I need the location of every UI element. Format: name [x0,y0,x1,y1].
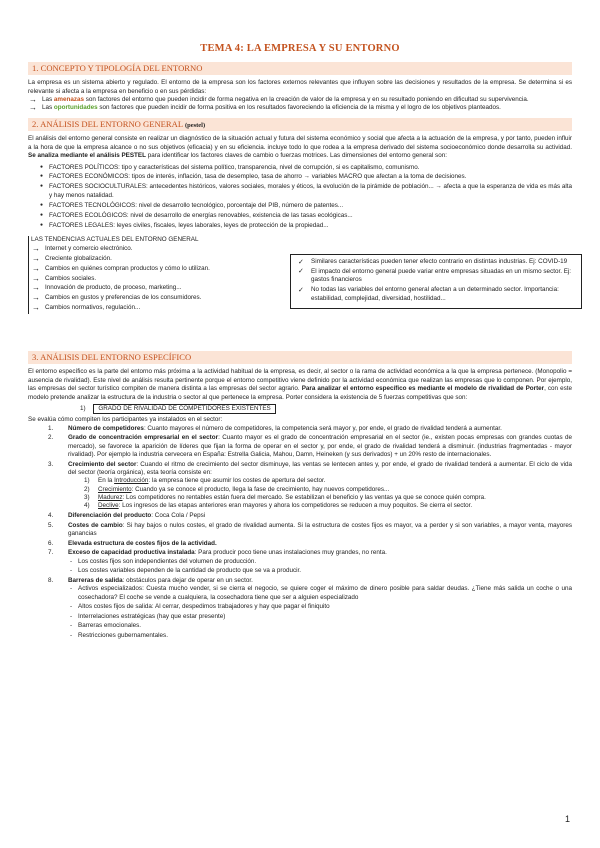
rivalry-number: 1) [80,404,86,412]
section-3-heading: 3. ANÁLISIS DEL ENTORNO ESPECÍFICO [28,351,572,364]
threats-opportunities-list [28,96,572,113]
arrow-icon: → [32,293,40,303]
keyword-amenazas: amenazas [53,96,85,104]
pestel-tag: (pestel) [184,121,206,129]
trends-list [31,245,253,312]
list-item: 5. Costes de cambio: Si hay bajos o nulos costes, el grado de rivalidad aumenta. Si la estructura de costes fijos es mayor, va a perder y si son variables, a mayor venta, mayores ganancias [48,521,572,538]
arrow-icon: → [32,254,40,264]
section-1-intro: La empresa es un sistema abierto y regulado. El entorno de la empresa son los factores externos relevantes que influyen sobre las decisiones y resultados de la empresa. Se determina si es relevante si afecta a la empresa en beneficio o en sus pérdidas: [28,79,572,95]
section-2-paragraph: El análisis del entorno general consiste en realizar un diagnóstico de la situación actual y futura del sistema económico y social que afecta a la actuación de la empresa, y por tanto, pueden influir a la hora de que la empresa alcance o no sus objetivos (eficacia) y en su eficiencia. incluye todo lo que rodea a la empresa derivado del sistema socioeconómico donde desarrolla su actividad. Se analiza mediante el análisis PESTEL para identificar los factores claves de cambio o fuerzas motrices. Las dimensiones del entorno general son: [28,135,572,160]
section-2-heading: 2. ANÁLISIS DEL ENTORNO GENERAL (pestel) [28,118,572,132]
list-item: ✓ El impacto del entorno general puede variar entre empresas situadas en un mismo sector. Ej: gastos financieros [298,267,572,284]
rivalry-label-row [28,402,572,416]
checkmark-icon: ✓ [298,268,304,276]
list-item: 8. Barreras de salida: obstáculos para dejar de operar en un sector. - Activos especializados: Cuesta mucho vender, si se cierra el negocio, se quiere coger el máximo de dinero posible para saldar deudas. ¿Tiene más salida un coche o una cosechadora? El coche se vende a cualquiera, la cosechadora tiene que ser a alguien especializado - Altos costes fijos de salida: Al cerrar, despedimos trabajadores y hay que pagar el finiquito - Interrelaciones estratégicas (hay que estar presente) - Barreras emocionales. - Restricciones gubernamentales. [48,577,572,640]
list-item: 4) Declive: Los ingresos de las etapas anteriores eran mayores y ahora los competidores se reducen a muy poquitos. Se cierra el sector. [84,502,473,510]
list-item: - Altos costes fijos de salida: Al cerrar, despedimos trabajadores y hay que pagar el finiquito [70,603,572,611]
trends-block [28,236,572,346]
list-item: 3) Madurez: Los competidores no rentables están fuera del mercado. Se estabilizan el beneficio y las ventas ya que se conoce quién compra. [84,494,486,502]
section-1-heading: 1. CONCEPTO Y TIPOLOGÍA DEL ENTORNO [28,62,572,75]
list-item: → Las oportunidades son factores que pueden incidir de forma positiva en los resultados favoreciendo la eficiencia de la misma y el logro de los objetivos planteados. [29,103,501,113]
notes-list [297,258,575,303]
rivalry-label-box: GRADO DE RIVALIDAD DE COMPETIDORES EXISTENTES [93,404,275,414]
list-item: → Innovación de producto, de proceso, marketing... [32,283,182,293]
list-item: ✓ No todas las variables del entorno general afectan a un determinado sector. Importancia: estabilidad, complejidad, diversidad, hostilidad... [298,286,559,302]
list-item: 6. Elevada estructura de costes fijos de la actividad. [48,539,217,547]
pestel-factors-list [28,164,572,230]
list-item: 1) En la Introducción: la empresa tiene que asumir los costes de apertura del sector. [84,477,326,485]
trends-heading: LAS TENDENCIAS ACTUALES DEL ENTORNO GENERAL [31,236,199,244]
list-item: ✓ Similares características pueden tener efecto contrario en distintas industrias. Ej: COVID-19 [298,258,568,266]
list-item: 1. Número de competidores: Cuanto mayores el número de competidores, la competencia será mayor y, por ende, el grado de rivalidad tenderá a aumentar. [48,424,502,432]
list-item: 3. Crecimiento del sector: Cuando el ritmo de crecimiento del sector disminuye, las ventas se lentecen antes y, por ende, el grado de rivalidad tenderá a aumentar. El ciclo de vida del sector (teoría orgánica), esta teoría consiste en: 1) En la Introducción: la empresa tiene que asumir los costes de apertura del sector. 2) Crecimiento: Cuando ya se conoce el producto, llega la fase de crecimiento, hay nuevos competidores... 3) Madurez: Los competidores no rentables están fuera del mercado. Se estabilizan el beneficio y las ventas ya que se conoce quién compra. 4) Declive: Los ingresos de las etapas anteriores eran mayores y ahora los competidores se reducen a muy poquitos. Se cierra el sector. [48,460,572,510]
list-item: → Cambios en gustos y preferencias de los consumidores. [32,293,202,303]
rivalry-factors-list [28,425,572,641]
costs-notes [68,558,572,576]
list-item: ● FACTORES ECONÓMICOS: tipos de interés, inflación, tasa de desempleo, tasa de ahorro → variables MACRO que afectan a la toma de decisiones. [40,173,572,181]
list-item: → Creciente globalización. [32,254,112,264]
list-item: → Las amenazas son factores del entorno que pueden incidir de forma negativa en la creación de valor de la empresa y en su resultado poniendo en dificultad su supervivencia. [29,95,529,105]
list-item: - Barreras emocionales. [70,622,572,630]
list-item: → Cambios normativos, regulación... [32,302,141,312]
arrow-icon: → [32,244,40,254]
list-item: ● FACTORES SOCIOCULTURALES: antecedentes históricos, valores sociales, morales y éticos, la evolución de la pirámide de población... → afecta a que la esperanza de vida es más alta y hay menos natalidad. [40,183,572,200]
list-item: ● FACTORES ECOLÓGICOS: nivel de desarrollo de energías renovables, existencia de las tasas ecológicas... [40,212,572,220]
arrow-icon: → [29,103,37,113]
list-item: ● FACTORES LEGALES: leyes civiles, fiscales, leyes laborales, leyes de protección de la propiedad... [40,222,572,230]
list-item: - Los costes variables dependen de la cantidad de producto que se va a producir. [70,567,572,575]
arrow-icon: → [32,302,40,312]
arrow-icon: → [32,273,40,283]
list-item: → Cambios sociales. [32,273,97,283]
keyword-oportunidades: oportunidades [53,104,98,112]
exit-barriers-list [68,585,572,640]
list-item: 7. Exceso de capacidad productiva instalada: Para producir poco tiene unas instalaciones muy grandes, no renta. - Los costes fijos son independientes del volumen de producción. - Los costes variables dependen de la cantidad de producto que se va a producir. [48,549,572,575]
list-item: 2) Crecimiento: Cuando ya se conoce el producto, llega la fase de crecimiento, hay nuevos competidores... [84,485,390,493]
arrow-icon: → [32,283,40,293]
page-number: 1 [564,814,570,825]
list-item: ● FACTORES TECNOLÓGICOS: nivel de desarrollo tecnológico, porcentaje del PIB, número de patentes... [40,202,572,210]
list-item: - Interrelaciones estratégicas (hay que estar presente) [70,613,572,621]
section-3-paragraph: El entorno específico es la parte del entorno más próxima a la actividad habitual de la empresa, es decir, al sector o la rama de actividad económica a la que la empresa pertenece. (Monopolio = ausencia de rivalidad). Este nivel de análisis resulta pertinente porque el entorno competitivo viene definido por la actividad económica que realizan las empresas que lo componen. Por ejemplo, las empresas del sector turístico compiten de manera distinta a las empresas del sector agrario. Para analizar el entorno específico es mediante el modelo de rivalidad de Porter, con este modelo pretende analizar la estructura de la industria o sector al que pertenece la empresa. Porter considera la existencia de 5 fuerzas competitivas que son: [28,368,572,401]
list-item: → Internet y comercio electrónico. [32,244,133,254]
page-title: TEMA 4: LA EMPRESA Y SU ENTORNO [200,43,400,54]
arrow-icon: → [29,95,37,105]
list-item: 2. Grado de concentración empresarial en el sector: Cuanto mayor es el grado de concentración empresarial en el sector (ie., existen pocas empresas con grandes cuotas de mercado), se favorece la aparición de líderes que fijan la forma de operar en el sector y, por ende, el grado de rivalidad tenderá a disminuir. (industrias fragmentadas - mayor rivalidad). Por ejemplo la industria cervecera en España: Estrella Galicia, Mahou, Damn, Heineken (y sus derivados) + un 20% resto de internacionales. [48,434,572,458]
list-item: 4. Diferenciación del producto: Coca Cola / Pepsi [48,512,206,520]
list-item: → Cambios en quiénes compran productos y cómo lo utilizan. [32,263,210,273]
list-item: - Restricciones gubernamentales. [70,632,572,640]
list-item: - Los costes fijos son independientes del volumen de producción. [70,558,572,566]
checkmark-icon: ✓ [298,286,304,294]
list-item: ● FACTORES POLÍTICOS: tipo y características del sistema político, transparencia, nivel de corrupción, si es capitalismo, comunismo. [40,164,572,172]
trends-column [28,236,253,314]
list-item: - Activos especializados: Cuesta mucho vender, si se cierra el negocio, se quiere coger el máximo de dinero posible para saldar deudas. ¿Tiene más salida un coche o una cosechadora? El coche se vende a cualquiera, la cosechadora tiene que ser a alguien especializado [70,585,572,602]
checkmark-icon: ✓ [298,258,304,266]
rivalry-lead: Se evalúa cómo compiten los participantes ya instalados en el sector: [28,416,223,424]
notes-box [290,254,582,309]
life-cycle-phases [68,477,572,510]
arrow-icon: → [32,263,40,273]
